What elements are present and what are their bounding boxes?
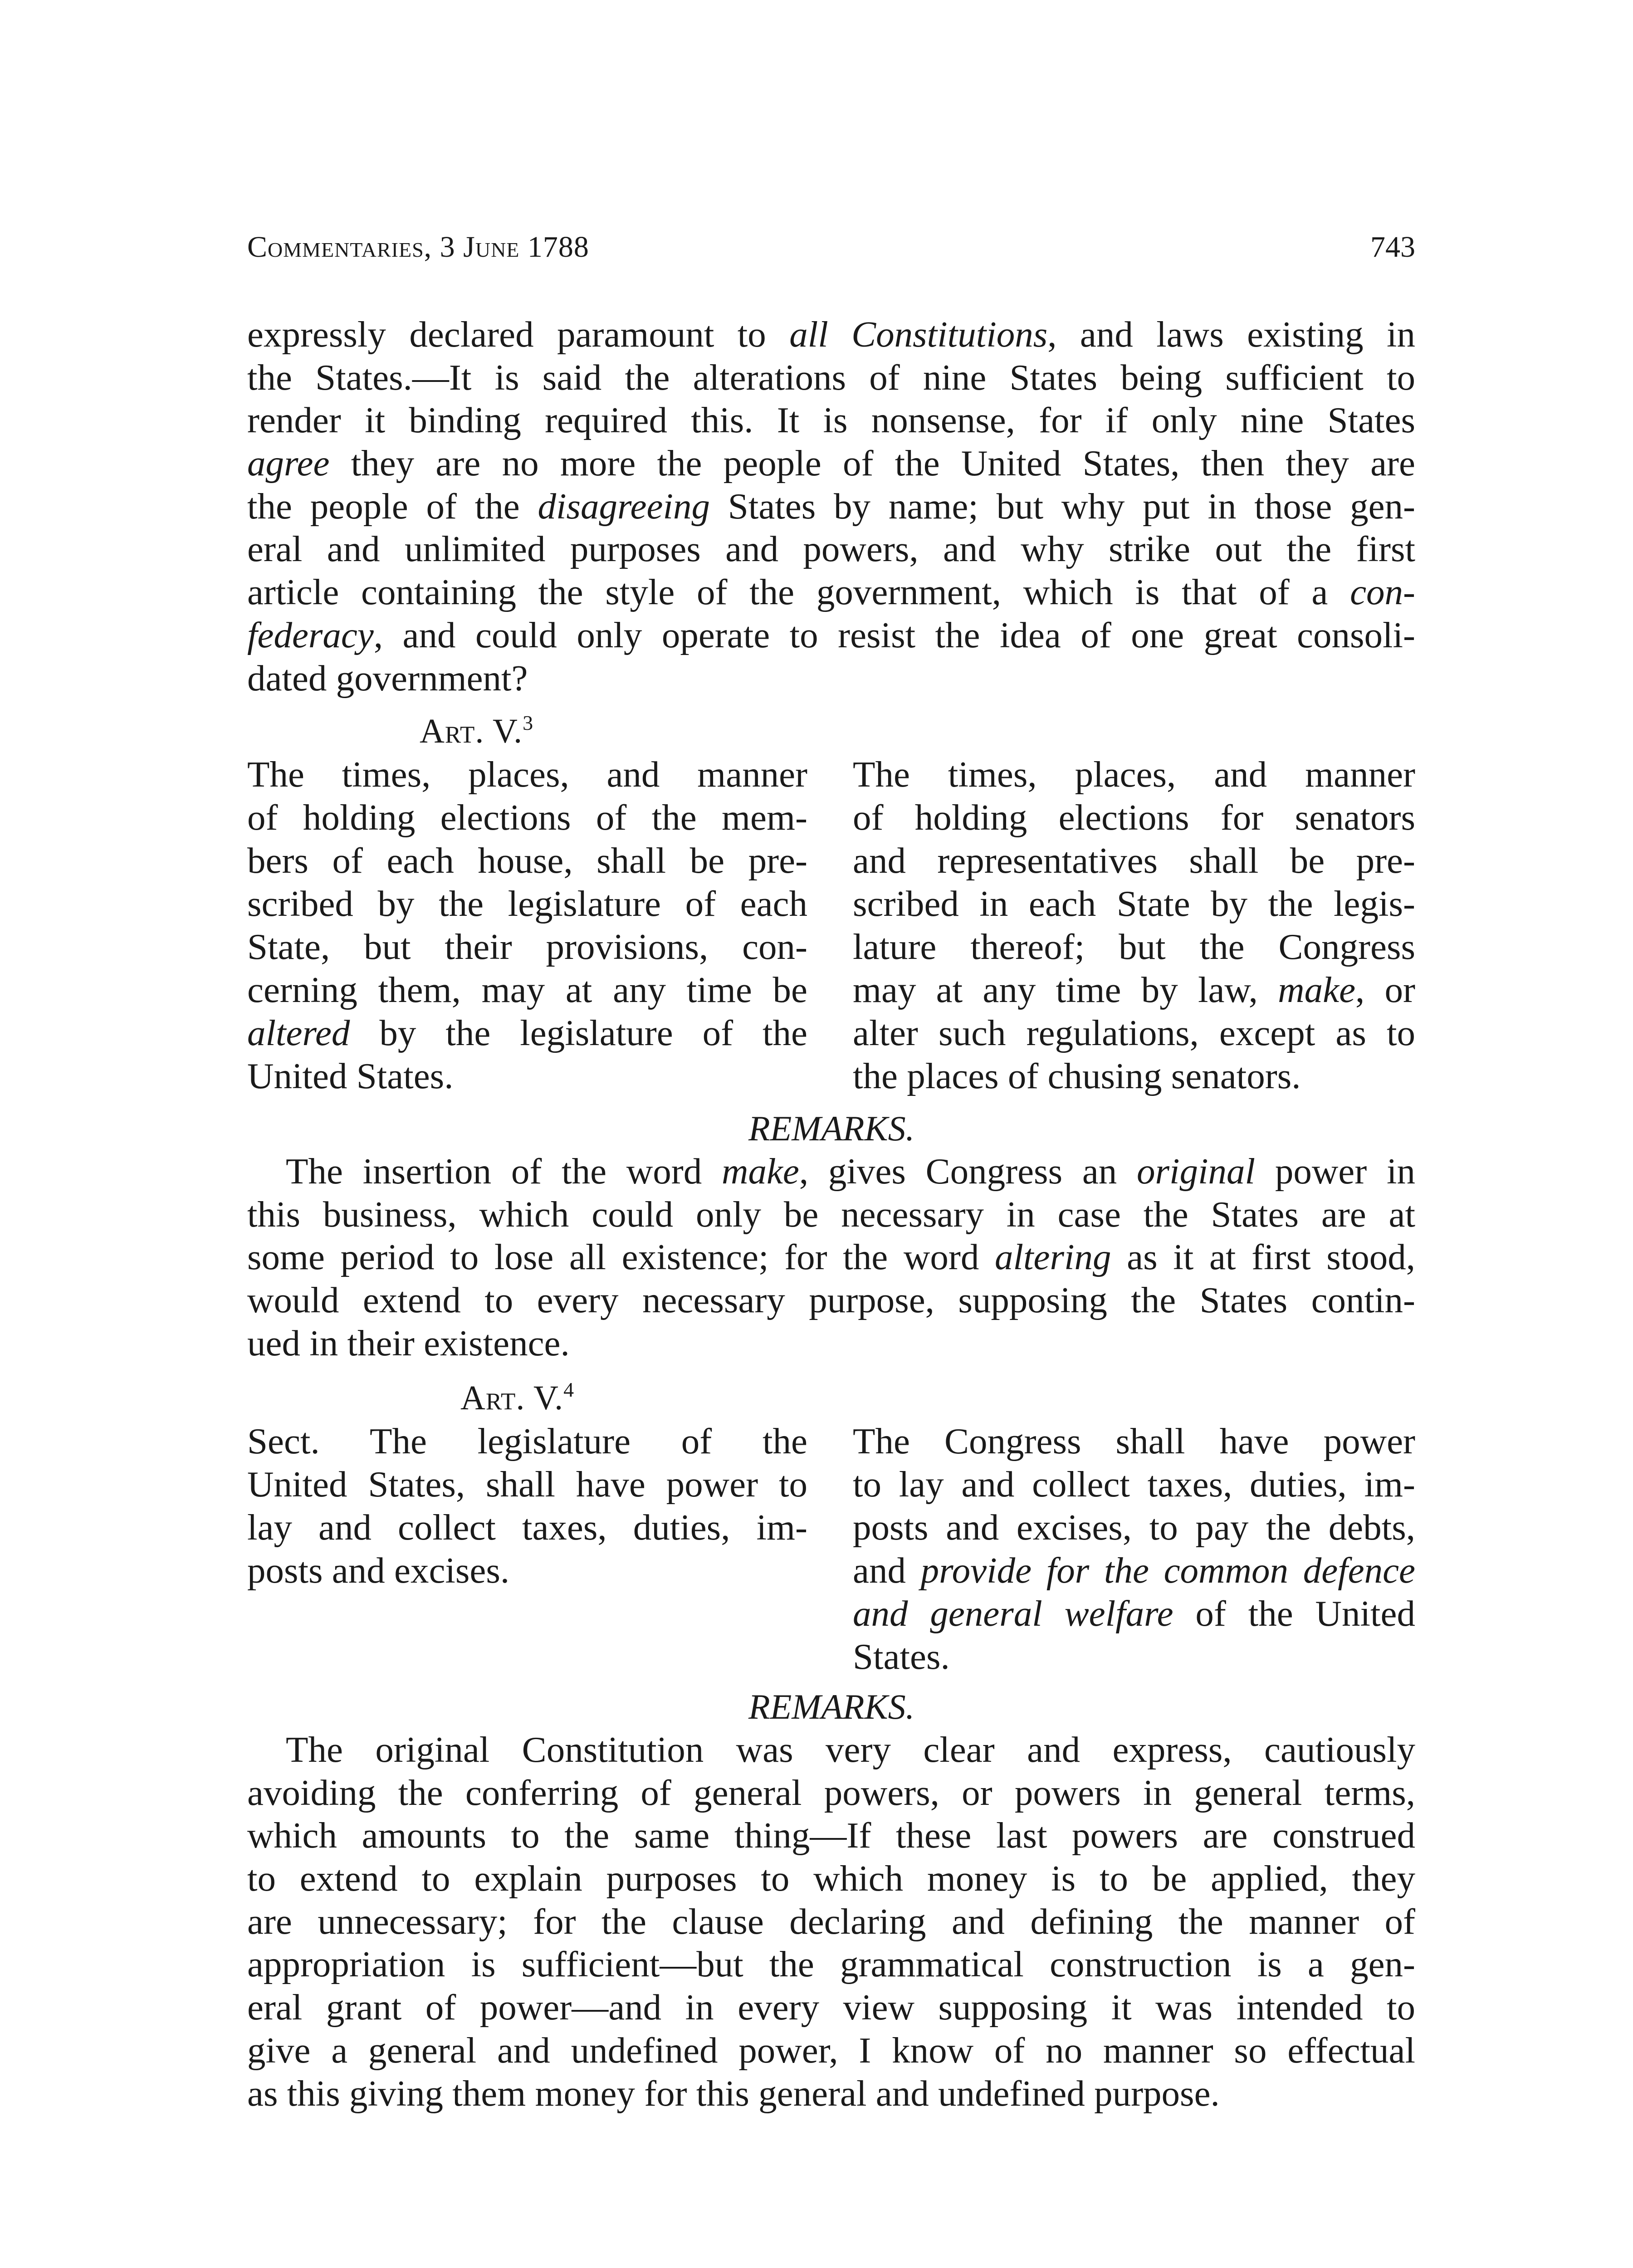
text-line: federacy, and could only operate to resist the idea of one great consoli- — [247, 614, 1415, 655]
text-line: article containing the style of the government, which is that of a con- — [247, 572, 1415, 613]
text-line: of holding elections for senators — [853, 797, 1415, 838]
text-line: avoiding the conferring of general powers, or powers in general terms, — [247, 1772, 1415, 1813]
remarks-paragraph — [247, 1150, 1415, 1364]
article-heading: Art. V.$^4$ — [460, 1378, 575, 1417]
text-line: may at any time by law, make, or — [853, 969, 1415, 1010]
text-line: appropriation is sufficient—but the grammatical construction is a gen- — [247, 1944, 1415, 1985]
text-line: some period to lose all existence; for the word altering as it at first stood, — [247, 1237, 1415, 1278]
article-right-column — [853, 1420, 1415, 1678]
text-line: United States, shall have power to — [247, 1464, 807, 1505]
text-line: ued in their existence. — [247, 1322, 570, 1364]
text-line: The insertion of the word make, gives Congress an original power in — [286, 1151, 1415, 1192]
article-right-column — [853, 753, 1415, 1098]
article-left-column — [247, 1420, 807, 1592]
text-line: lay and collect taxes, duties, im- — [247, 1507, 807, 1548]
text-line: The times, places, and manner — [853, 754, 1415, 795]
text-line: posts and excises, to pay the debts, — [853, 1507, 1415, 1548]
footnote-ref: 3 — [523, 711, 534, 734]
text-line: and representatives shall be pre- — [853, 840, 1415, 881]
text-line: expressly declared paramount to all Constitutions, and laws existing in — [247, 314, 1416, 355]
text-line: bers of each house, shall be pre- — [247, 840, 807, 881]
text-line: lature thereof; but the Congress — [853, 926, 1415, 967]
text-line: of holding elections of the mem- — [247, 797, 807, 838]
remarks-heading: REMARKS. — [748, 1109, 915, 1148]
text-line: State, but their provisions, con- — [247, 926, 807, 967]
text-line: dated government? — [247, 657, 528, 699]
text-line: United States. — [247, 1056, 454, 1096]
remarks-paragraph — [247, 1728, 1415, 2115]
text-line: The Congress shall have power — [853, 1421, 1415, 1461]
text-line: and provide for the common defence — [853, 1550, 1416, 1591]
text-line: give a general and undefined power, I know of no manner so effectual — [247, 2029, 1415, 2071]
text-line: agree they are no more the people of the United States, then they are — [247, 443, 1415, 484]
text-line: the people of the disagreeing States by name; but why put in those gen- — [247, 485, 1416, 527]
page-number: 743 — [1370, 230, 1415, 264]
text-line: are unnecessary; for the clause declaring and defining the manner of — [247, 1901, 1415, 1942]
text-line: eral grant of power—and in every view supposing it was intended to — [247, 1987, 1415, 2028]
text-line: The times, places, and manner — [247, 754, 807, 795]
text-line: the States.—It is said the alterations of nine States being sufficient to — [247, 357, 1415, 398]
intro-paragraph — [247, 313, 1415, 699]
text-line: render it binding required this. It is nonsense, for if only nine States — [247, 400, 1415, 441]
text-line: scribed by the legislature of each — [247, 883, 807, 924]
text-line: as this giving them money for this general and undefined purpose. — [247, 2072, 1220, 2114]
text-line: to lay and collect taxes, duties, im- — [853, 1464, 1415, 1505]
text-line: altered by the legislature of the — [247, 1012, 807, 1053]
text-line: eral and unlimited purposes and powers, and why strike out the first — [247, 528, 1415, 570]
text-line: alter such regulations, except as to — [853, 1012, 1415, 1053]
running-head — [247, 225, 1415, 270]
text-line: the places of chusing senators. — [853, 1056, 1301, 1096]
text-line: Sect. The legislature of the — [247, 1421, 807, 1461]
text-line: which amounts to the same thing—If these last powers are construed — [247, 1815, 1415, 1856]
text-line: posts and excises. — [247, 1550, 510, 1591]
remarks-heading: REMARKS. — [748, 1687, 915, 1726]
text-line: States. — [853, 1636, 950, 1677]
text-line: would extend to every necessary purpose, supposing the States contin- — [247, 1280, 1415, 1321]
text-line: this business, which could only be necessary in case the States are at — [247, 1193, 1415, 1235]
article-left-column — [247, 753, 807, 1098]
footnote-ref: 4 — [563, 1378, 575, 1401]
text-line: The original Constitution was very clear and express, cautiously — [286, 1729, 1415, 1770]
text-line: scribed in each State by the legis- — [853, 883, 1415, 924]
running-head-title: Commentaries, 3 June 1788 — [247, 230, 589, 264]
text-line: cerning them, may at any time be — [247, 969, 807, 1010]
article-heading: Art. V.$^3$ — [420, 711, 534, 750]
text-line: to extend to explain purposes to which money is to be applied, they — [247, 1858, 1415, 1899]
text-line: and general welfare of the United — [853, 1593, 1415, 1634]
